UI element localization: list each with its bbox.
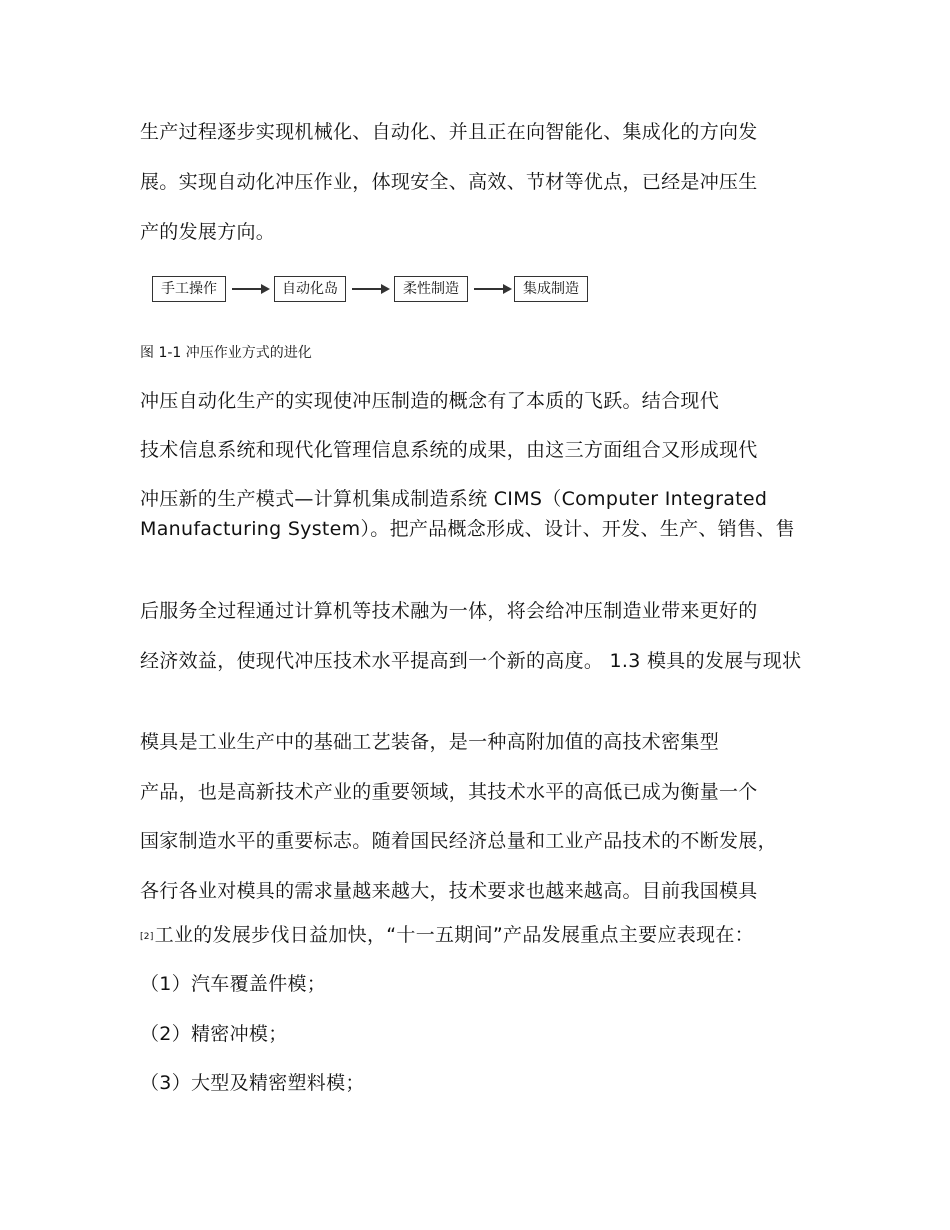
paragraph-line: 生产过程逐步实现机械化、自动化、并且正在向智能化、集成化的方向发 bbox=[140, 121, 758, 143]
figure-caption: 图 1-1 冲压作业方式的进化 bbox=[140, 345, 312, 361]
paragraph-text: 工业的发展步伐日益加快，“十一五期间”产品发展重点主要应表现在： bbox=[154, 924, 754, 946]
paragraph-line-with-heading: 经济效益，使现代冲压技术水平提高到一个新的高度。 1.3 模具的发展与现状 bbox=[140, 650, 802, 672]
citation-marker: [2] bbox=[140, 932, 154, 942]
flow-arrow bbox=[474, 288, 510, 290]
flow-step-flexible-manufacturing: 柔性制造 bbox=[394, 276, 468, 302]
list-item: （1）汽车覆盖件模； bbox=[140, 973, 327, 995]
flow-step-automation-island: 自动化岛 bbox=[274, 276, 346, 302]
flow-arrow bbox=[352, 288, 388, 290]
paragraph-line: 展。实现自动化冲压作业，体现安全、高效、节材等优点，已经是冲压生 bbox=[140, 171, 758, 193]
paragraph-line: 产的发展方向。 bbox=[140, 221, 276, 243]
paragraph-line: 各行各业对模具的需求量越来越大，技术要求也越来越高。目前我国模具 bbox=[140, 880, 758, 902]
paragraph-line: 冲压新的生产模式—计算机集成制造系统 CIMS（Computer Integrated Manufacturing System）。把产品概念形成、设计、开发、生产、销售、售 bbox=[140, 488, 795, 540]
paragraph-line: 国家制造水平的重要标志。随着国民经济总量和工业产品技术的不断发展， bbox=[140, 830, 777, 852]
paragraph-line: 后服务全过程通过计算机等技术融为一体，将会给冲压制造业带来更好的 bbox=[140, 600, 758, 622]
flow-diagram bbox=[152, 276, 592, 304]
list-item: （2）精密冲模； bbox=[140, 1023, 288, 1045]
flow-arrow bbox=[232, 288, 268, 290]
paragraph-line: 产品，也是高新技术产业的重要领域，其技术水平的高低已成为衡量一个 bbox=[140, 781, 758, 803]
paragraph-line bbox=[140, 920, 754, 952]
paragraph-line: 模具是工业生产中的基础工艺装备，是一种高附加值的高技术密集型 bbox=[140, 731, 720, 753]
paragraph-line: 冲压自动化生产的实现使冲压制造的概念有了本质的飞跃。结合现代 bbox=[140, 390, 720, 412]
list-item: （3）大型及精密塑料模； bbox=[140, 1072, 365, 1094]
paragraph-line: 技术信息系统和现代化管理信息系统的成果，由这三方面组合又形成现代 bbox=[140, 439, 758, 461]
flow-step-manual: 手工操作 bbox=[152, 276, 226, 302]
flow-step-integrated-manufacturing: 集成制造 bbox=[514, 276, 588, 302]
